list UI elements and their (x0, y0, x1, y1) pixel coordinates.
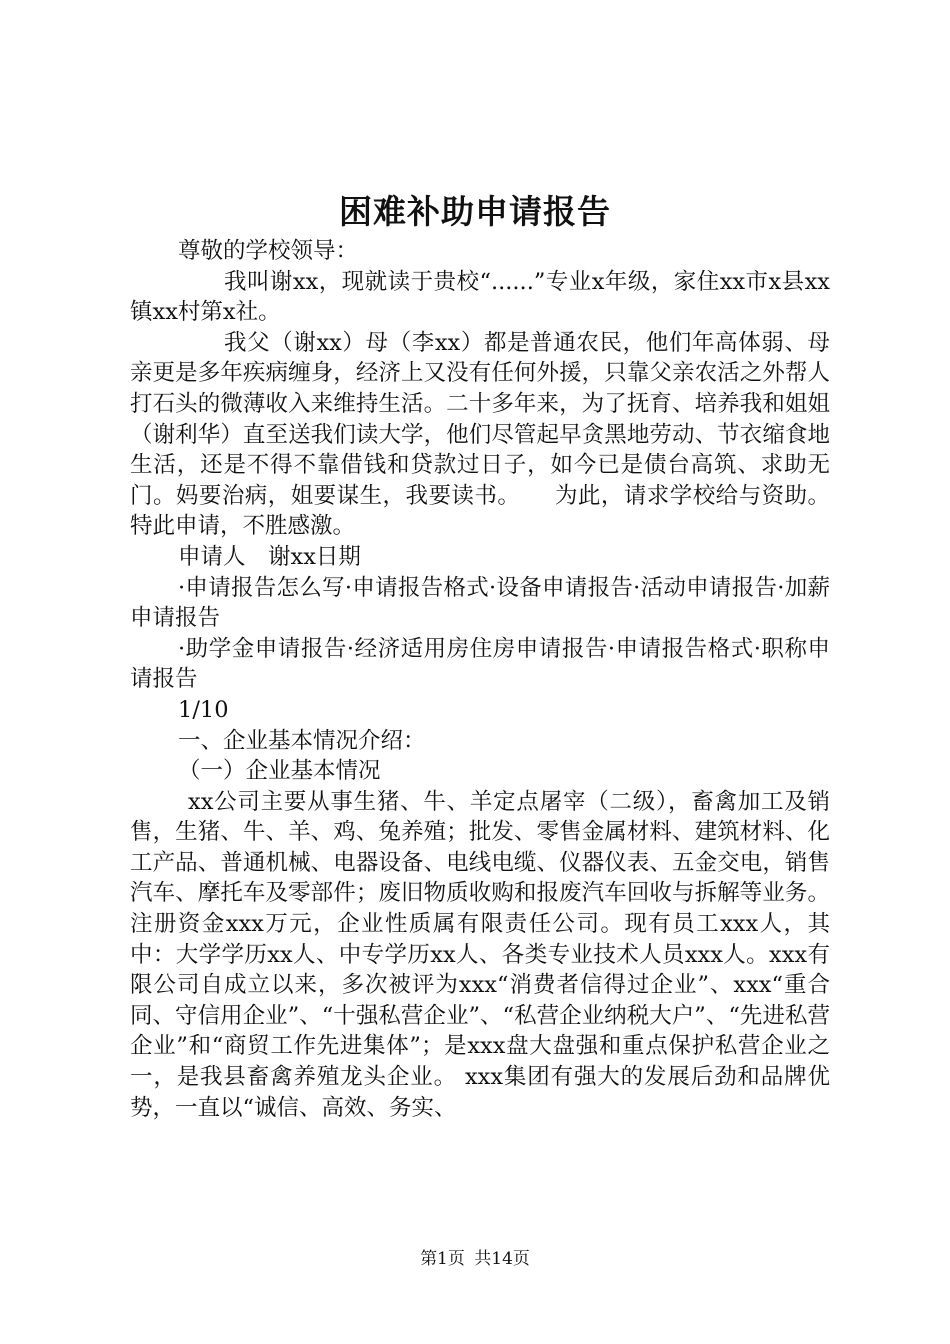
paragraph-intro: 我叫谢xx，现就读于贵校“......”专业x年级，家住xx市x县xx镇xx村第x社。 (130, 268, 830, 326)
page-marker: 1/10 (178, 696, 229, 723)
subsection-heading: （一）企业基本情况 (178, 758, 381, 785)
page-footer (0, 1244, 950, 1269)
document-title: 困难补助申请报告 (339, 192, 611, 231)
page-number: 第1页 (420, 1249, 465, 1269)
paragraph-company: xx公司主要从事生猪、牛、羊定点屠宰（二级），畜禽加工及销售，生猪、牛、羊、鸡、兔养殖；批发、零售金属材料、建筑材料、化工产品、普通机械、电器设备、电线电缆、仪器仪表、五金交电，销售汽车、摩托车及零部件；废旧物质收购和报废汽车回收与拆解等业务。注册资金xxx万元，企业性质属有限责任公司。现有员工xxx人，其中：大学学历xx人、中专学历xx人、各类专业技术人员xxx人。xxx有限公司自成立以来，多次被评为xxx“消费者信得过企业”、xxx“重合同、守信用企业”、“十强私营企业”、“私营企业纳税大户”、“先进私营企业”和“商贸工作先进集体”；是xxx盘大盘强和重点保护私营企业之一，是我县畜禽养殖龙头企业。 xxx集团有强大的发展后劲和品牌优势，一直以“诚信、高效、务实、 (130, 788, 830, 1121)
signature-line: 申请人 谢xx日期 (178, 543, 361, 570)
paragraph-family: 我父（谢xx）母（李xx）都是普通农民，他们年高体弱、母亲更是多年疾病缠身，经济上又没有任何外援，只靠父亲农活之外帮人打石头的微薄收入来维持生活。二十多年来，为了抚育、培养我和姐姐（谢利华）直至送我们读大学，他们尽管起早贪黑地劳动、节衣缩食地生活，还是不得不靠借钱和贷款过日子，如今已是债台高筑、求助无门。妈要治病，姐要谋生，我要读书。 为此，请求学校给与资助。特此申请，不胜感激。 (130, 329, 830, 540)
related-links-1[interactable]: ·申请报告怎么写·申请报告格式·设备申请报告·活动申请报告·加薪申请报告 (130, 574, 830, 632)
page-total: 共14页 (474, 1249, 530, 1269)
section-heading: 一、企业基本情况介绍： (178, 727, 426, 754)
salutation: 尊敬的学校领导： (178, 238, 359, 264)
related-links-2[interactable]: ·助学金申请报告·经济适用房住房申请报告·申请报告格式·职称申请报告 (130, 635, 830, 693)
document-body (130, 236, 830, 1123)
